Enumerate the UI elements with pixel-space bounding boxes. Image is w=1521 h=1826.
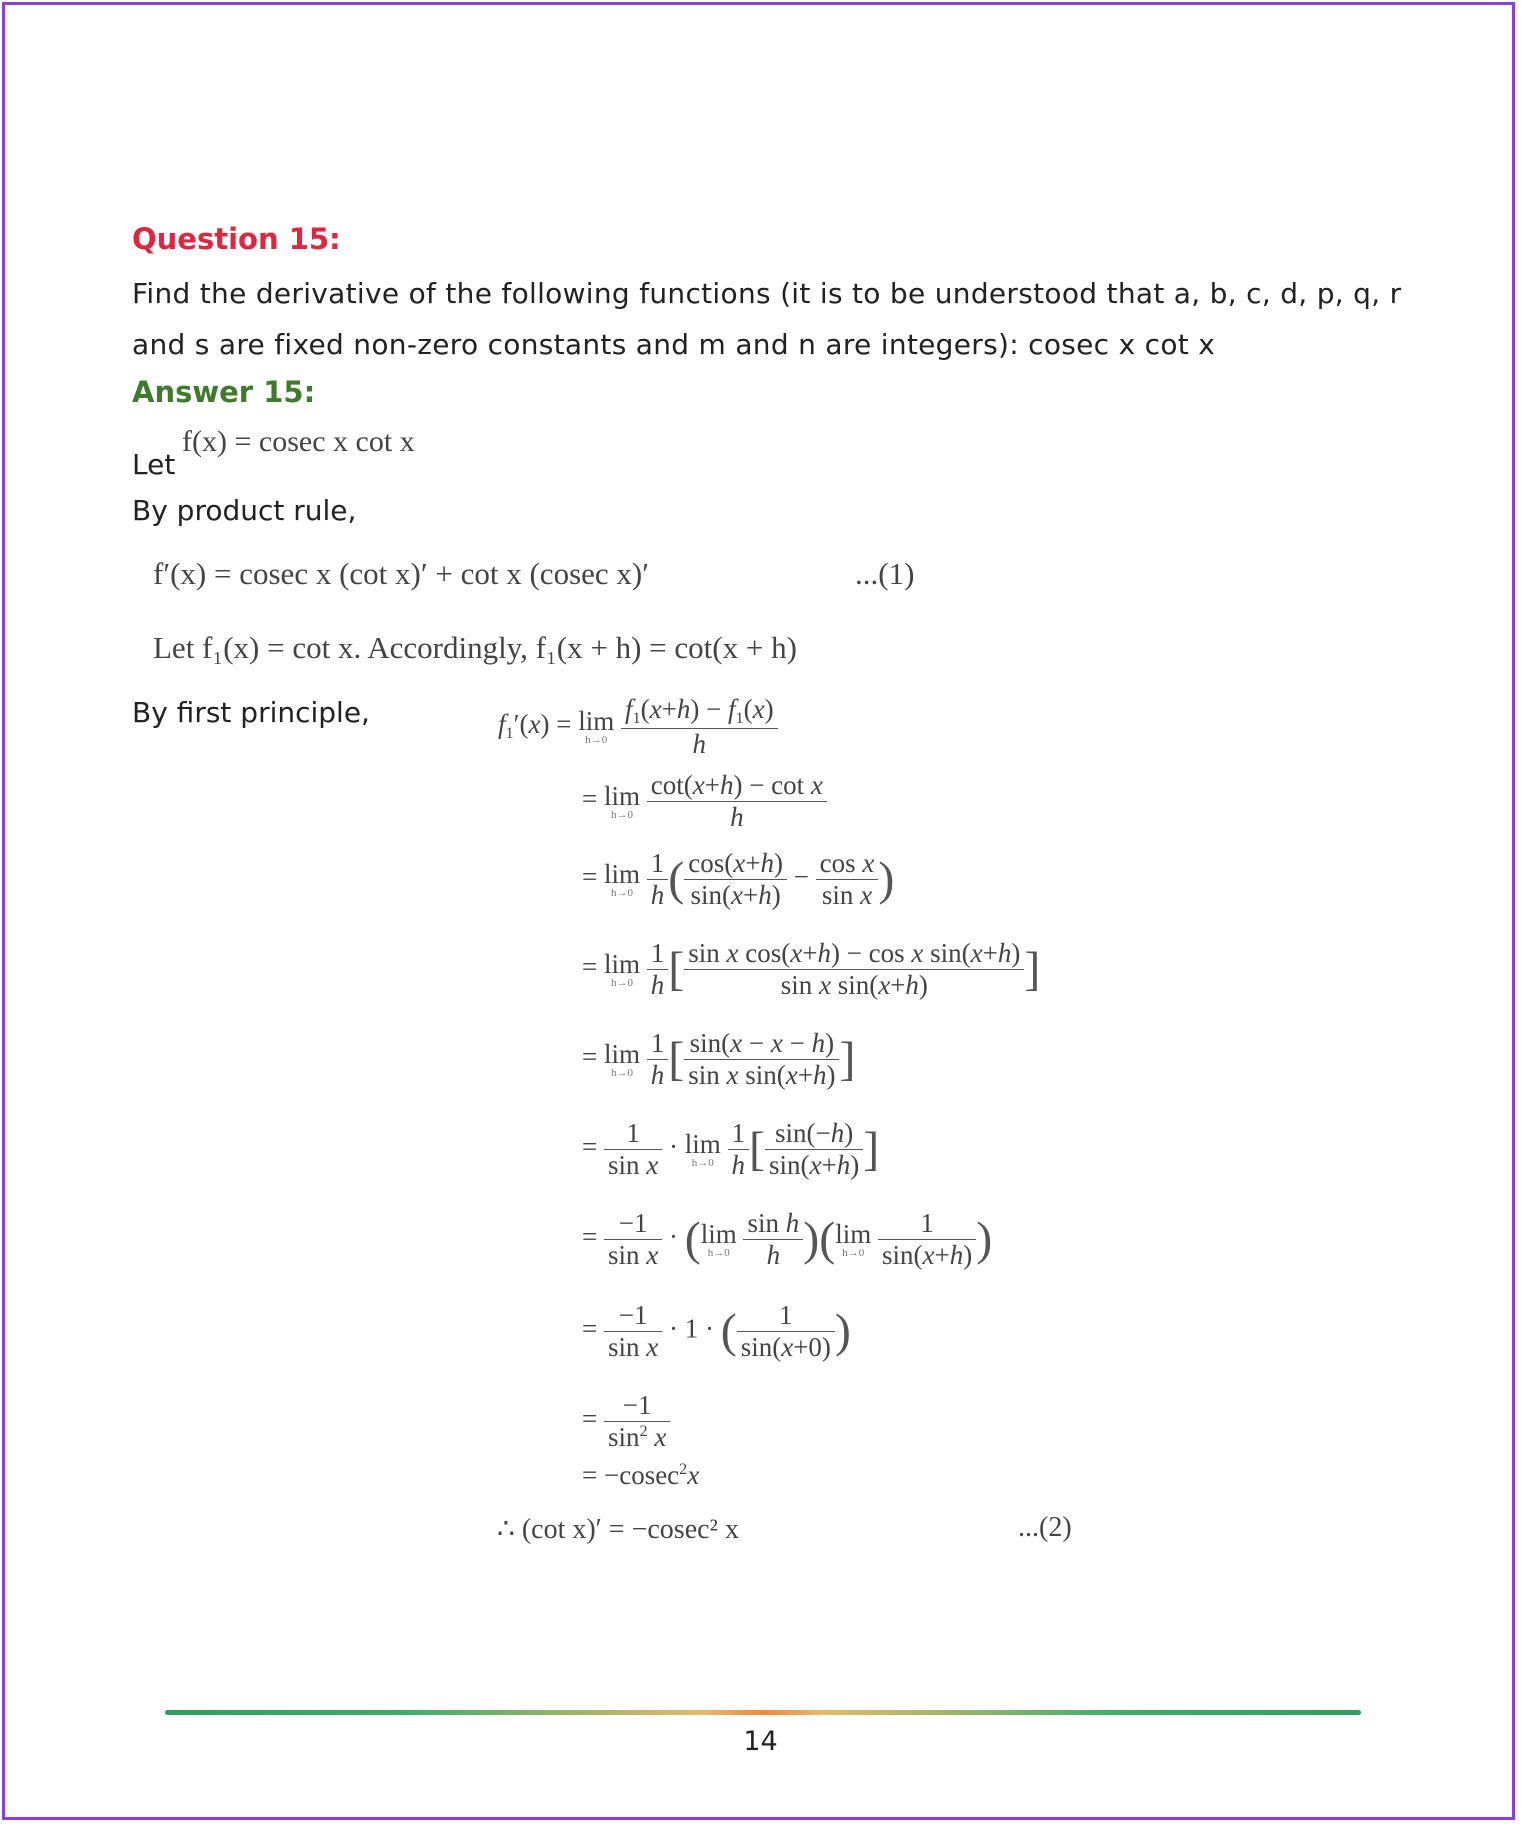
step-2: = lim h→0 $\frac{\text{cot(x+h) − cot x}}{h}$ [582, 770, 827, 833]
step-4: = lim h→0 $\frac{1}{h}$ [ $\frac{\text{sin x cos(x+h) − cos x sin(x+h)}}{\text{sin x sin(x+h)}}$ ] [582, 938, 1041, 1000]
equation-1-tag: ...(1) [855, 556, 915, 591]
question-line-2: and s are fixed non-zero constants and m and n are integers): cosec x cot x [132, 328, 1216, 361]
answer-heading: Answer 15: [132, 375, 316, 409]
step-6: = $\frac{1}{\text{sin x}}$ · lim h→0 $\frac{1}{h}$ [ $\frac{\sin(-h)}{\sin(x+h)}$ ] [582, 1118, 880, 1180]
let-f1-statement: Let f₁(x) = cot x. Accordingly, f₁(x + h) = cot(x + h) [153, 630, 797, 665]
step-10: = −cosec$^2$x [582, 1460, 700, 1490]
question-line-1: Find the derivative of the following functions (it is to be understood that a, b, c, d, p, q, r [132, 277, 1402, 310]
step-9: = $\frac{-1}{\sin^2 x}$ [582, 1390, 670, 1453]
equation-1: f′(x) = cosec x (cot x)′ + cot x (cosec x)′ [153, 556, 649, 591]
step-7: = $\frac{-1}{\text{sin x}}$ · (lim h→0 $\frac{\text{sin h}}{h}$ )(lim h→0 $\frac{1}{\sin(x+h)}$ ) [582, 1208, 993, 1270]
first-principle-label: By first principle, [132, 696, 370, 729]
equation-2-tag: ...(2) [1018, 1512, 1072, 1543]
let-expression: f(x) = cosec x cot x [182, 425, 415, 458]
conclusion: ∴ (cot x)′ = −cosec² x [497, 1514, 739, 1545]
question-heading: Question 15: [132, 222, 341, 256]
let-word: Let [132, 448, 176, 481]
footer-divider [165, 1710, 1361, 1715]
step-5: = lim h→0 $\frac{1}{h}$ [ $\frac{\sin(x - x - h)}{\text{sin x sin(x+h)}}$ ] [582, 1028, 856, 1090]
page-number: 14 [743, 1726, 778, 1757]
step-8: = $\frac{-1}{\text{sin x}}$ · 1 · ( $\frac{1}{\sin(x+0)}$ ) [582, 1300, 851, 1362]
product-rule-label: By product rule, [132, 494, 357, 527]
step-1: f1′(x) = lim h→0 $\frac{f1(x+h) - f1(x)}{h}$ [498, 694, 778, 760]
step-3: = lim h→0 $\frac{1}{h}$ ( $\frac{\cos(x+h)}{\sin(x+h)}$ − $\frac{\text{cos x}}{\text{sin x}}$ ) [582, 848, 895, 910]
question-text [132, 268, 1412, 370]
